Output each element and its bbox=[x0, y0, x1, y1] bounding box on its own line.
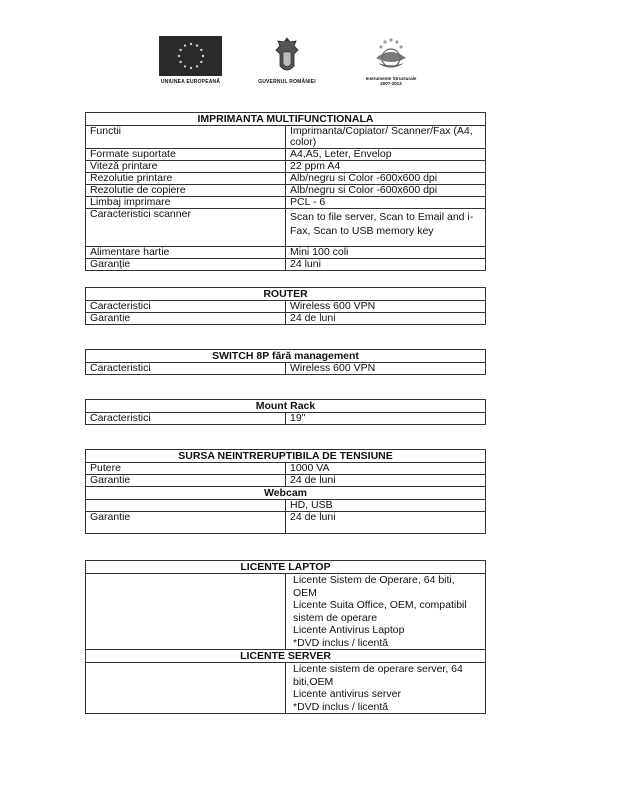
eu-logo-caption: UNIUNEA EUROPEANĂ bbox=[160, 79, 221, 85]
table-row bbox=[86, 363, 486, 375]
structural-instruments-icon bbox=[370, 36, 412, 76]
is-logo-caption-2: 2007-2013 bbox=[380, 81, 402, 86]
spec-label: Garantie bbox=[86, 512, 286, 534]
spec-label: Garantie bbox=[86, 475, 286, 487]
table-row bbox=[86, 663, 486, 714]
webcam-title: Webcam bbox=[86, 487, 486, 500]
spec-value: 24 luni bbox=[286, 259, 486, 271]
table-row bbox=[86, 413, 486, 425]
spec-label: Caracteristici bbox=[86, 301, 286, 313]
ups-webcam-table bbox=[85, 449, 486, 534]
table-row bbox=[86, 475, 486, 487]
spec-value: Wireless 600 VPN bbox=[286, 363, 486, 375]
spec-value: 19" bbox=[286, 413, 486, 425]
spec-label bbox=[86, 663, 286, 714]
spec-label: Caracteristici bbox=[86, 363, 286, 375]
logo-header bbox=[0, 36, 619, 96]
table-row bbox=[86, 161, 486, 173]
licences-table bbox=[85, 560, 486, 714]
table-row bbox=[86, 197, 486, 209]
table-row bbox=[86, 259, 486, 271]
spec-value: 24 de luni bbox=[286, 313, 486, 325]
spec-label: Functii bbox=[86, 126, 286, 149]
spec-label: Caracteristici scanner bbox=[86, 209, 286, 247]
list-item: Licente Suita Office, OEM, compatibil sistem de operare bbox=[293, 599, 467, 624]
spec-value: Imprimanta/Copiator/ Scanner/Fax (A4, color) bbox=[286, 126, 486, 149]
router-spec-table bbox=[85, 287, 486, 325]
structural-instruments-logo bbox=[360, 36, 422, 86]
table-row bbox=[86, 574, 486, 650]
table-row bbox=[86, 301, 486, 313]
spec-value: 24 de luni bbox=[286, 475, 486, 487]
switch-title: SWITCH 8P fără management bbox=[86, 350, 486, 363]
list-item: *DVD inclus / licentă bbox=[293, 700, 389, 713]
list-item: Licente antivirus server bbox=[293, 688, 401, 700]
laptop-licences-list bbox=[286, 574, 486, 650]
table-row bbox=[86, 500, 486, 512]
spec-value: HD, USB bbox=[286, 500, 486, 512]
server-licences-list bbox=[286, 663, 486, 714]
table-row bbox=[86, 247, 486, 259]
list-item: Licente Sistem de Operare, 64 biti, OEM bbox=[293, 574, 455, 599]
router-title: ROUTER bbox=[86, 288, 486, 301]
spec-value: 24 de luni bbox=[286, 512, 486, 534]
table-row bbox=[86, 173, 486, 185]
server-licences-title: LICENTE SERVER bbox=[86, 650, 486, 663]
spec-value: Alb/negru si Color -600x600 dpi bbox=[286, 185, 486, 197]
spec-label: Garantie bbox=[86, 313, 286, 325]
spec-label bbox=[86, 500, 286, 512]
spec-label: Rezolutie printare bbox=[86, 173, 286, 185]
table-row bbox=[86, 463, 486, 475]
coat-of-arms-icon bbox=[272, 36, 302, 76]
spec-label: Rezolutie de copiere bbox=[86, 185, 286, 197]
mount-rack-table bbox=[85, 399, 486, 425]
table-row bbox=[86, 149, 486, 161]
spec-label: Garanție bbox=[86, 259, 286, 271]
table-row bbox=[86, 512, 486, 534]
ups-title: SURSA NEINTRERUPTIBILA DE TENSIUNE bbox=[86, 450, 486, 463]
eu-logo bbox=[159, 36, 222, 85]
spec-label bbox=[86, 574, 286, 650]
is-logo-caption-1: Instrumente Structurale bbox=[365, 76, 417, 81]
spec-label: Putere bbox=[86, 463, 286, 475]
spec-value: A4,A5, Leter, Envelop bbox=[286, 149, 486, 161]
spec-value: Alb/negru si Color -600x600 dpi bbox=[286, 173, 486, 185]
gov-logo bbox=[257, 36, 317, 85]
table-row bbox=[86, 313, 486, 325]
spec-label: Viteză printare bbox=[86, 161, 286, 173]
table-row bbox=[86, 126, 486, 149]
spec-label: Alimentare hartie bbox=[86, 247, 286, 259]
list-item: *DVD inclus / licentă bbox=[293, 636, 389, 649]
spec-value: Wireless 600 VPN bbox=[286, 301, 486, 313]
spec-label: Caracteristici bbox=[86, 413, 286, 425]
spec-value: Mini 100 coli bbox=[286, 247, 486, 259]
table-row bbox=[86, 185, 486, 197]
list-item: Licente sistem de operare server, 64 biti,OEM bbox=[293, 663, 463, 688]
spec-label: Limbaj imprimare bbox=[86, 197, 286, 209]
spec-value: Scan to file server, Scan to Email and i-Fax, Scan to USB memory key bbox=[286, 209, 486, 247]
switch-spec-table bbox=[85, 349, 486, 375]
spec-value: 22 ppm A4 bbox=[286, 161, 486, 173]
mount-title: Mount Rack bbox=[86, 400, 486, 413]
printer-spec-table bbox=[85, 112, 486, 271]
spec-label: Formate suportate bbox=[86, 149, 286, 161]
gov-logo-caption: GUVERNUL ROMÂNIEI bbox=[258, 79, 316, 85]
table-row bbox=[86, 209, 486, 247]
eu-flag-icon bbox=[159, 36, 222, 76]
spec-value: 1000 VA bbox=[286, 463, 486, 475]
laptop-licences-title: LICENTE LAPTOP bbox=[86, 561, 486, 574]
spec-value: PCL - 6 bbox=[286, 197, 486, 209]
list-item: Licente Antivirus Laptop bbox=[293, 624, 405, 636]
printer-title: IMPRIMANTA MULTIFUNCTIONALA bbox=[86, 113, 486, 126]
